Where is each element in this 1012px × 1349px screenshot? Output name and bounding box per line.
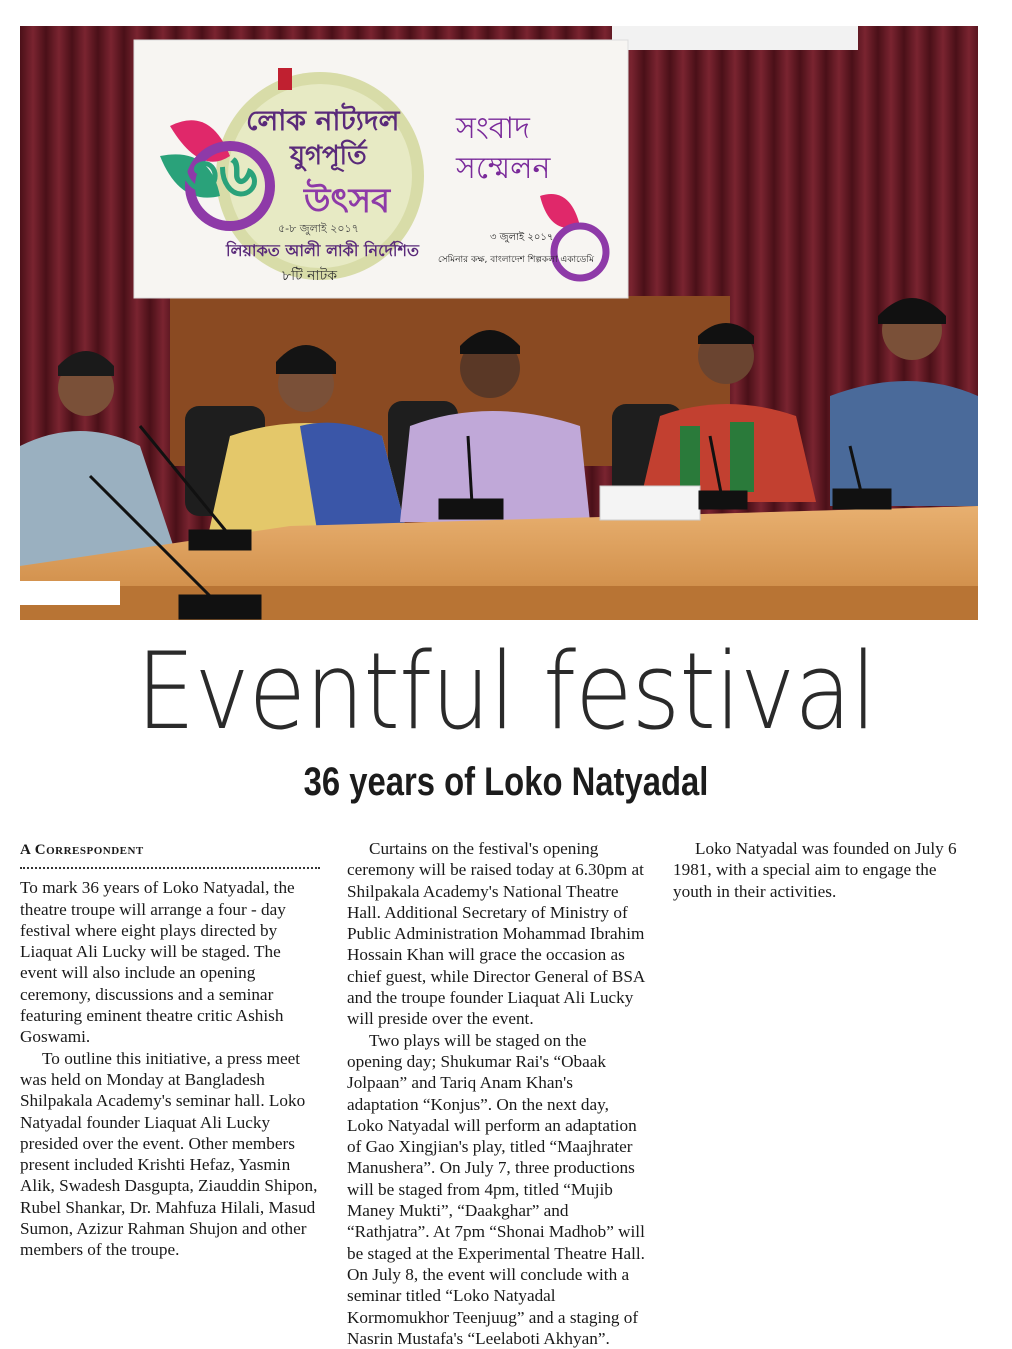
- headline: Eventful festival: [136, 630, 876, 753]
- banner-venue: সেমিনার কক্ষ, বাংলাদেশ শিল্পকলা একাডেমি: [438, 255, 594, 265]
- byline: A Correspondent: [20, 840, 320, 869]
- banner-anniversary: যুগপূর্তি: [290, 141, 367, 171]
- article-column-2: [347, 838, 645, 1349]
- paragraph-2: To outline this initiative, a press meet was held on Monday at Bangladesh Shilpakala Academy's seminar hall. Loko Natyadal founder Liaquat Ali Lucky presided over the event. Other members present included Krishti Hefaz, Yasmin Alik, Swadesh Dasgupta, Ziauddin Shipon, Rubel Shankar, Dr. Mahfuza Hilali, Masud Sumon, Azizur Rahman Shujon and other members of the troupe.: [20, 1048, 318, 1260]
- banner-number: ৩৬: [180, 141, 259, 211]
- paragraph-4: Two plays will be staged on the opening day; Shukumar Rai's “Obaak Jolpaan” and Tariq Anam Khan's adaptation “Konjus”. On the next day, Loko Natyadal will perform an adaptation of Gao Xingjian's play, titled “Maajhrater Manushera”. On July 7, three productions will be staged from 4pm, titled “Mujib Maney Mukti”, “Daakghar” and “Rathjatra”. At 7pm “Shonai Madhob” will be staged at the Experimental Theatre Hall. On July 8, the event will conclude with a seminar titled “Loko Natyadal Kormomukhor Teenjuug” and a staging of Nasrin Mustafa's “Leelaboti Akhyan”.: [347, 1030, 645, 1348]
- banner-plays: ৮টি নাটক: [282, 268, 338, 284]
- photo-illustration: [20, 26, 978, 620]
- article-column-3: [673, 838, 978, 902]
- banner-conference: সম্মেলন: [456, 151, 551, 186]
- banner-press-date: ৩ জুলাই ২০১৭: [490, 232, 554, 243]
- paragraph-3: Curtains on the festival's opening ceremony will be raised today at 6.30pm at Shilpakala Academy's National Theatre Hall. Additional Secretary of Ministry of Public Administration Mohammad Ibrahim Hossain Khan will grace the occasion as chief guest, while Director General of BSA and the troupe founder Liaquat Ali Lucky will preside over the event.: [347, 839, 645, 1029]
- paragraph-1: To mark 36 years of Loko Natyadal, the theatre troupe will arrange a four - day festival where eight plays directed by Liaquat Ali Lucky will be staged. The event will also include an opening ceremony, discussions and a seminar featuring eminent theatre critic Ashish Goswami.: [20, 878, 295, 1047]
- banner-dates: ৫-৮ জুলাই ২০১৭: [278, 222, 359, 235]
- banner-press: সংবাদ: [456, 111, 530, 146]
- banner-director: লিয়াকত আলী লাকী নির্দেশিত: [226, 241, 419, 260]
- article-column-1: [20, 838, 320, 1261]
- banner-festival: উৎসব: [304, 181, 391, 221]
- paragraph-5: Loko Natyadal was founded on July 6 1981, with a special aim to engage the youth in their activities.: [673, 839, 957, 901]
- subheadline: 36 years of Loko Natyadal: [303, 760, 709, 804]
- press-conference-photo: [20, 26, 978, 620]
- banner-troupe-name: লোক নাট্যদল: [246, 104, 400, 137]
